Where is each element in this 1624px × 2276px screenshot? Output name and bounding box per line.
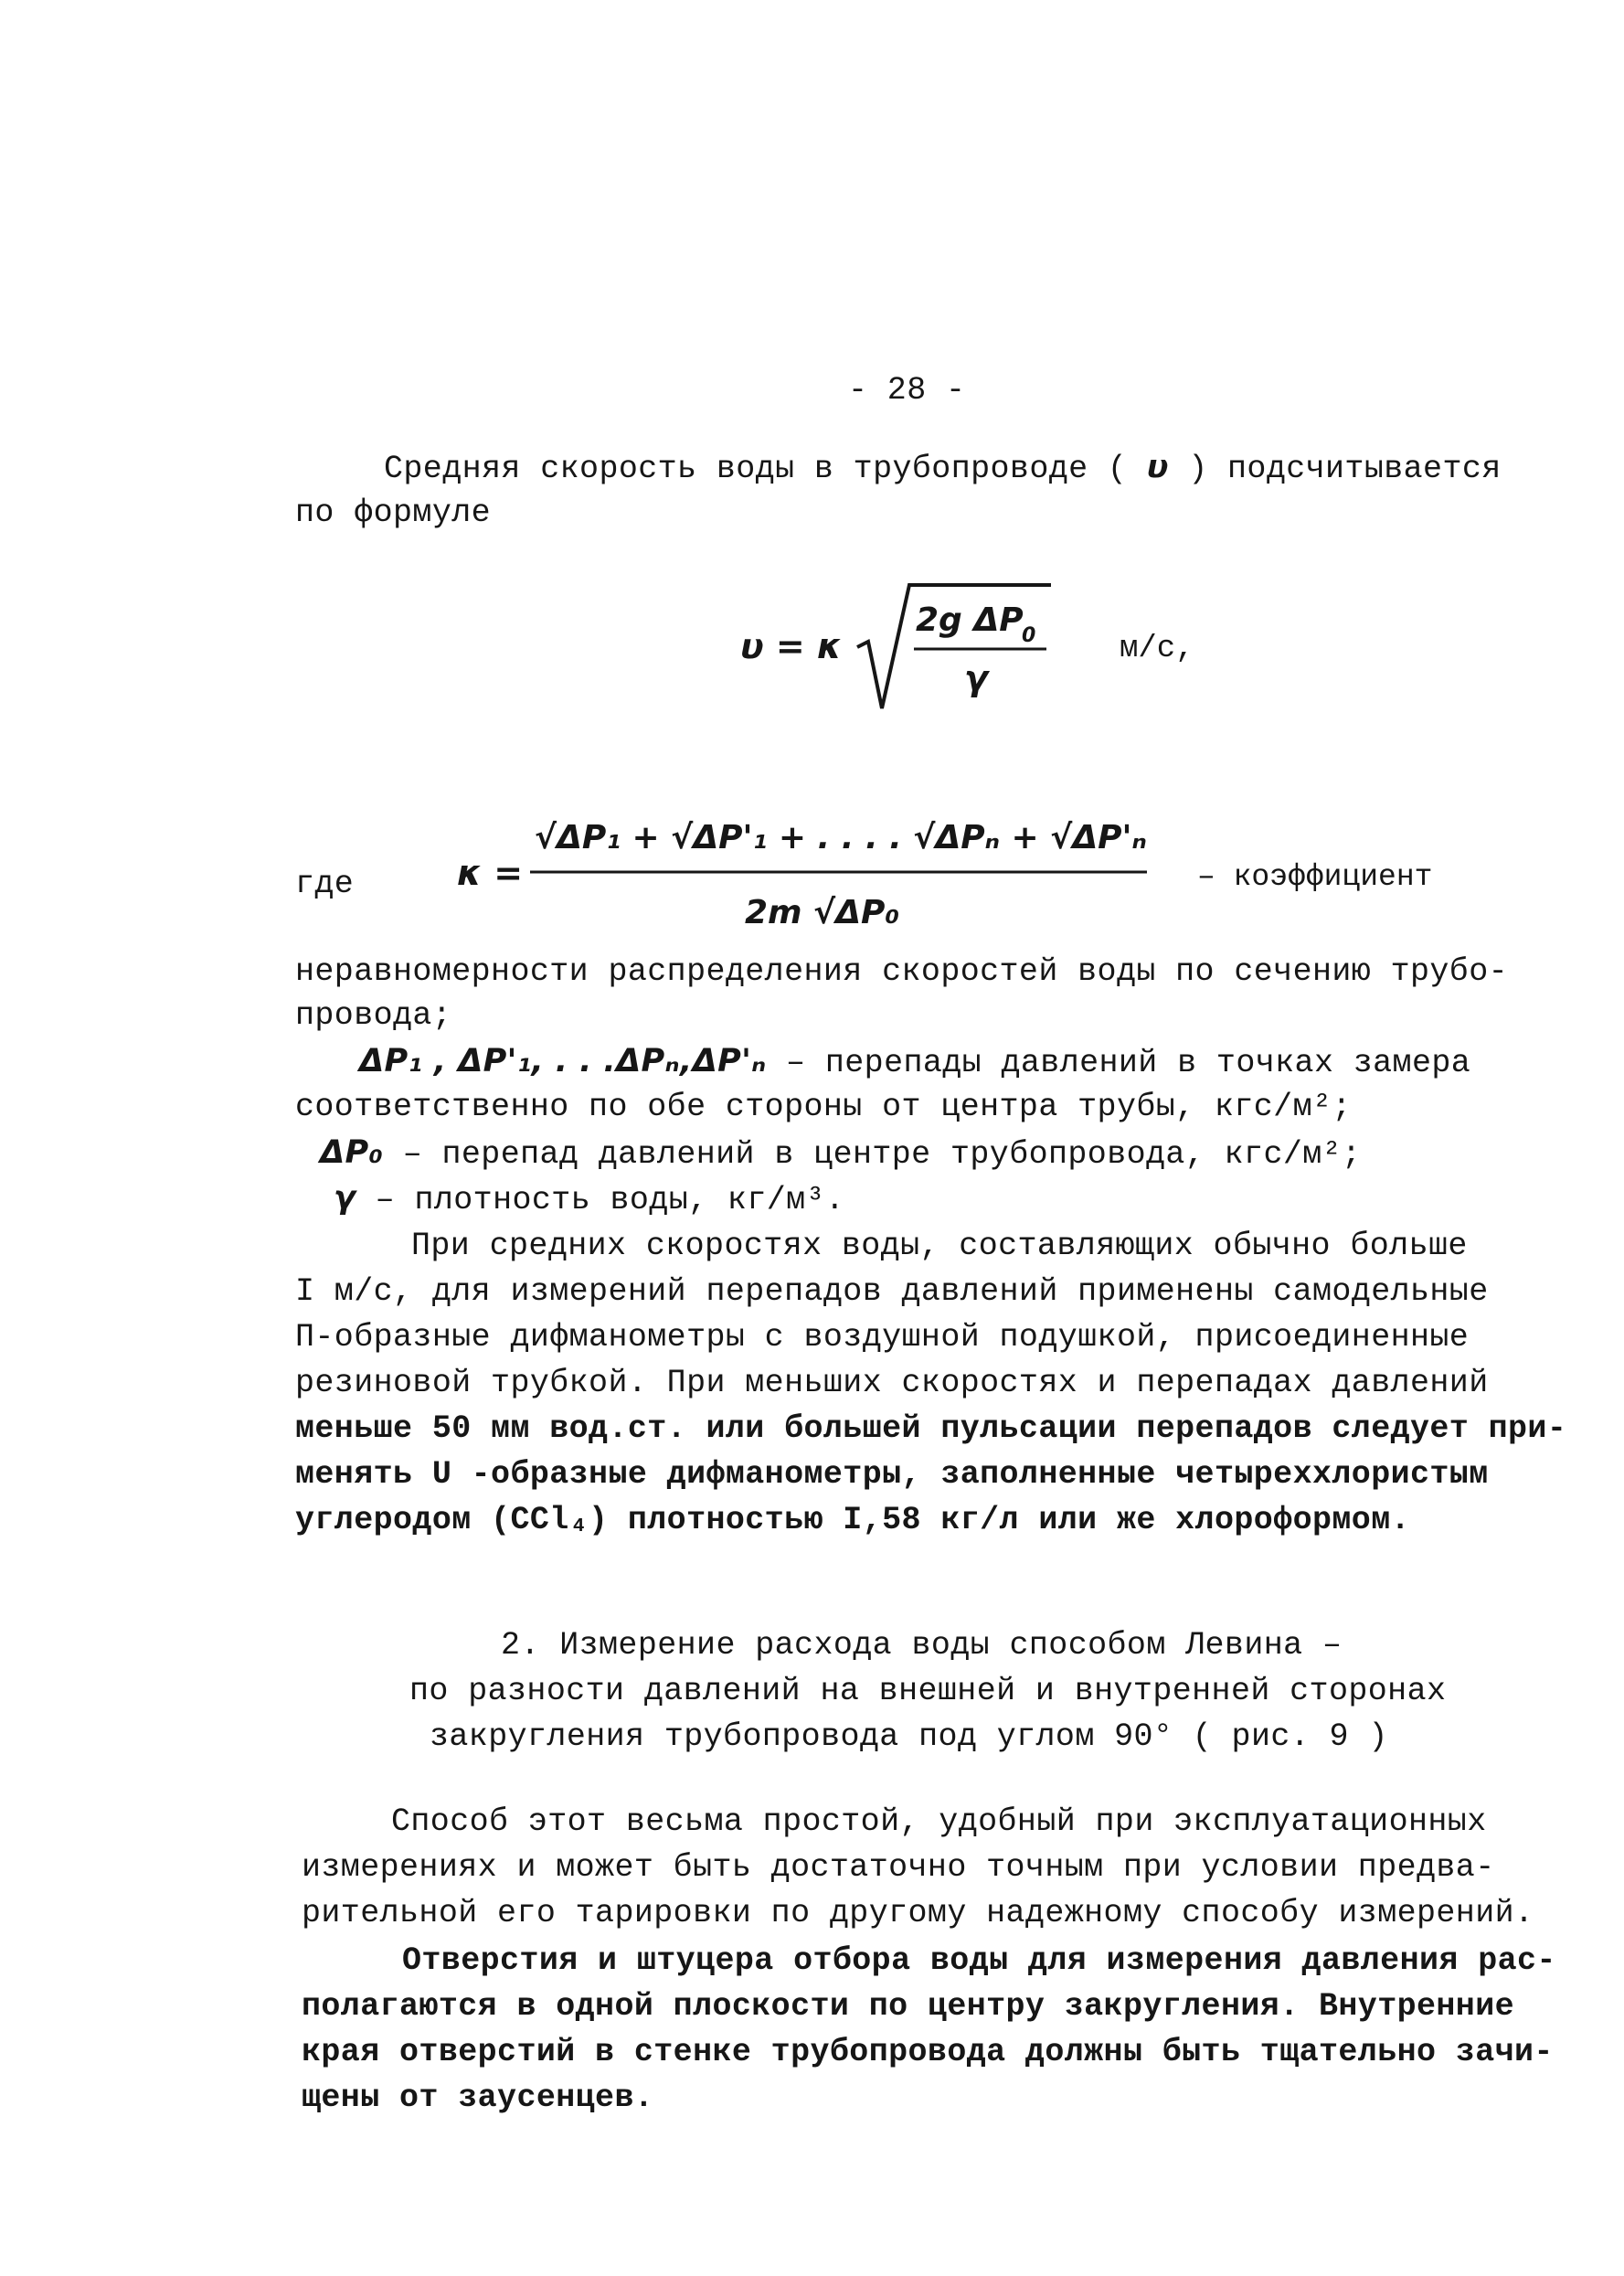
body-line-1: неравномерности распределения скоростей воды по сечению трубо-: [295, 953, 1509, 990]
definition-2-text: соответственно по обе стороны от центра трубы, кгс/м²;: [295, 1089, 1352, 1125]
section-heading-line-3: закругления трубопровода под углом 90° ( рис. 9 ): [430, 1718, 1388, 1755]
formula-k-numerator: √ΔP₁ + √ΔP'₁ + . . . . √ΔPₙ + √ΔP'ₙ: [535, 819, 1147, 856]
paragraph-1-line-3: П-образные дифманометры с воздушной подушкой, присоединенные: [295, 1319, 1470, 1356]
definition-3-symbol: ΔP₀: [320, 1134, 384, 1171]
formula-k-lhs: κ =: [457, 853, 524, 893]
paragraph-1-line-6: менять U -образные дифманометры, заполненные четыреххлористым: [295, 1456, 1489, 1493]
paragraph-1-line-2: I м/с, для измерений перепадов давлений применены самодельные: [295, 1273, 1489, 1310]
intro-text-post: ) подсчитывается: [1188, 451, 1502, 487]
definition-2: [295, 1086, 1352, 1128]
paragraph-3-line-3: края отверстий в стенке трубопровода должны быть тщательно зачи-: [302, 2034, 1554, 2070]
definition-4: [334, 1177, 844, 1221]
paragraph-1-line-5: меньше 50 мм вод.ст. или большей пульсации перепадов следует при-: [295, 1410, 1567, 1447]
formula-k-denominator: 2m √ΔP₀: [745, 894, 900, 931]
paragraph-3-line-4: щены от заусенцев.: [302, 2079, 654, 2116]
formula-v-denominator: γ: [964, 658, 988, 698]
formula-v-numerator: 2g ΔP: [916, 601, 1024, 639]
formula-v-lhs: υ = κ: [740, 626, 842, 666]
definition-1-symbol: ΔP₁ , ΔP'₁, . . .ΔPₙ,ΔP'ₙ: [359, 1043, 767, 1080]
formula-k-suffix: – коэффициент: [1197, 860, 1433, 894]
definition-4-symbol: γ: [334, 1180, 356, 1217]
definition-4-text: – плотность воды, кг/м³.: [375, 1182, 845, 1218]
intro-line-2: по формуле: [295, 495, 492, 531]
paragraph-3-line-1: Отверстия и штуцера отбора воды для измерения давления рас-: [402, 1942, 1556, 1979]
definition-1-text: – перепады давлений в точках замера: [786, 1045, 1471, 1081]
formula-v-unit: м/с,: [1120, 632, 1194, 666]
formula-v-numerator-sub: 0: [1022, 624, 1036, 647]
velocity-symbol: υ: [1146, 449, 1169, 485]
paragraph-1-line-1: При средних скоростях воды, составляющих обычно больше: [411, 1228, 1468, 1264]
k-formula: [448, 804, 1453, 941]
paragraph-1-line-7: углеродом (CCl₄) плотностью I,58 кг/л или же хлороформом.: [295, 1502, 1410, 1538]
definition-1: [359, 1040, 1470, 1084]
paragraph-2-line-3: рительной его тарировки по другому надежному способу измерений.: [302, 1895, 1534, 1931]
velocity-formula: [731, 576, 1243, 722]
paragraph-2-line-2: измерениях и может быть достаточно точным при условии предва-: [302, 1849, 1495, 1886]
definition-3: [320, 1132, 1361, 1175]
section-heading-line-2: по разности давлений на внешней и внутренней сторонах: [409, 1673, 1447, 1709]
definition-3-text: – перепад давлений в центре трубопровода, кгс/м²;: [402, 1136, 1362, 1173]
section-heading-line-1: 2. Измерение расхода воды способом Левина –: [501, 1627, 1343, 1664]
intro-text-pre: Средняя скорость воды в трубопроводе (: [384, 451, 1128, 487]
paragraph-2-line-1: Способ этот весьма простой, удобный при эксплуатационных: [391, 1803, 1487, 1840]
formula-k-where: где: [295, 866, 355, 902]
body-line-2: провода;: [295, 997, 452, 1034]
paragraph-3-line-2: полагаются в одной плоскости по центру закругления. Внутренние: [302, 1988, 1515, 2025]
intro-line-1: [384, 446, 1502, 490]
paragraph-1-line-4: резиновой трубкой. При меньших скоростях и перепадах давлений: [295, 1365, 1489, 1401]
page-number: - 28 -: [848, 372, 966, 409]
